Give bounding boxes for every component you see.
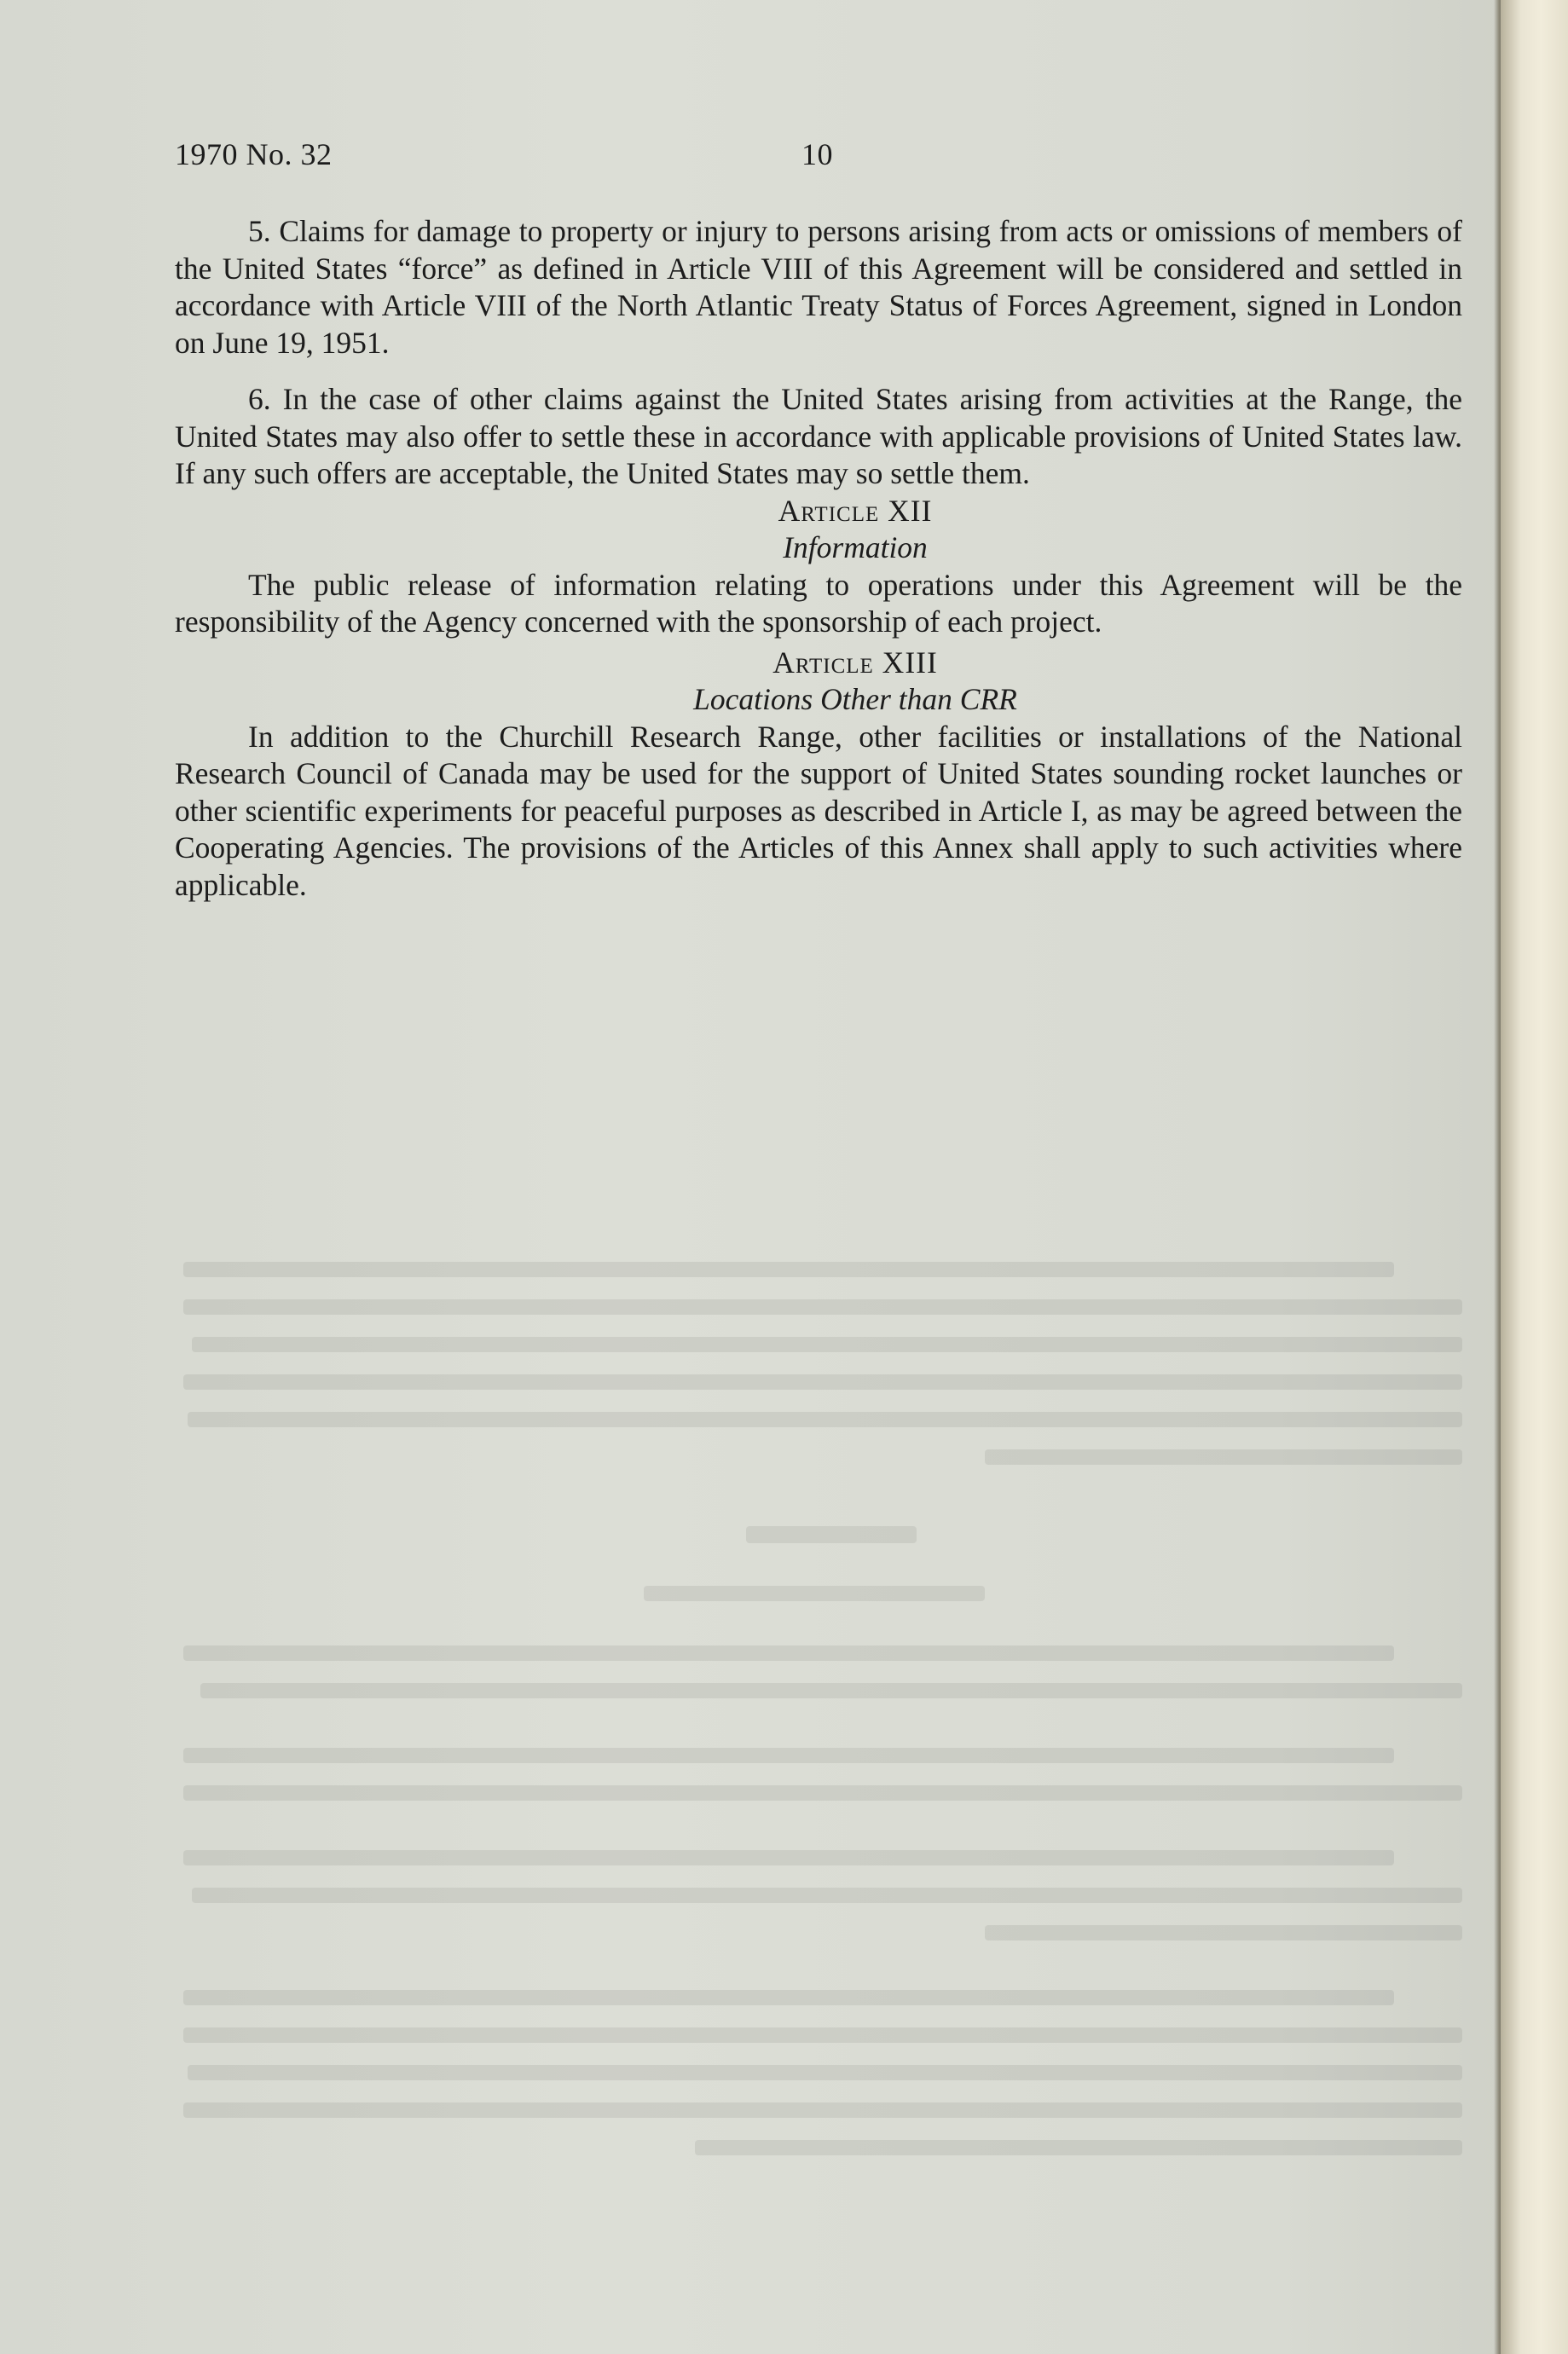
paragraph-5: 5. Claims for damage to property or injury to persons arising from acts or omissions of members of the United States “force” as defined in Article VIII of this Agreement will be considered and settled in accordance with Article VIII of the North Atlantic Treaty Status of Forces Agreement, signed in London on June 19, 1951. — [175, 214, 1462, 360]
bleed-lines-graphic — [175, 1245, 1462, 2183]
article-12-subtitle: Information — [783, 530, 928, 564]
paragraph-6: 6. In the case of other claims against the United States arising from activities at the Range, the United States may also offer to settle these in accordance with applicable provisions of United States law. If any such offers are acceptable, the United States may so settle them. — [175, 382, 1462, 490]
article-12-body: The public release of information relating to operations under this Agreement will be the responsibility of the Agency concerned with the sponsorship of each project. — [175, 567, 1462, 639]
treaty-reference: 1970 No. 32 — [175, 137, 333, 171]
article-13-subtitle: Locations Other than CRR — [693, 682, 1017, 716]
body-text — [175, 213, 1462, 904]
article-13-heading: Article XIII — [772, 645, 938, 680]
show-through-texture — [175, 1245, 1462, 2193]
page-number: 10 — [801, 137, 833, 171]
article-13-body: In addition to the Churchill Research Range, other facilities or installations of the National Research Council of Canada may be used for the support of United States sounding rocket launches or other scientific experiments for peaceful purposes as described in Article I, as may be agreed between the Cooperating Agencies. The provisions of the Articles of this Annex shall apply to such activities where applicable. — [175, 719, 1462, 902]
article-12-heading: Article XII — [778, 493, 933, 528]
adjacent-page-edge — [1501, 0, 1568, 2354]
